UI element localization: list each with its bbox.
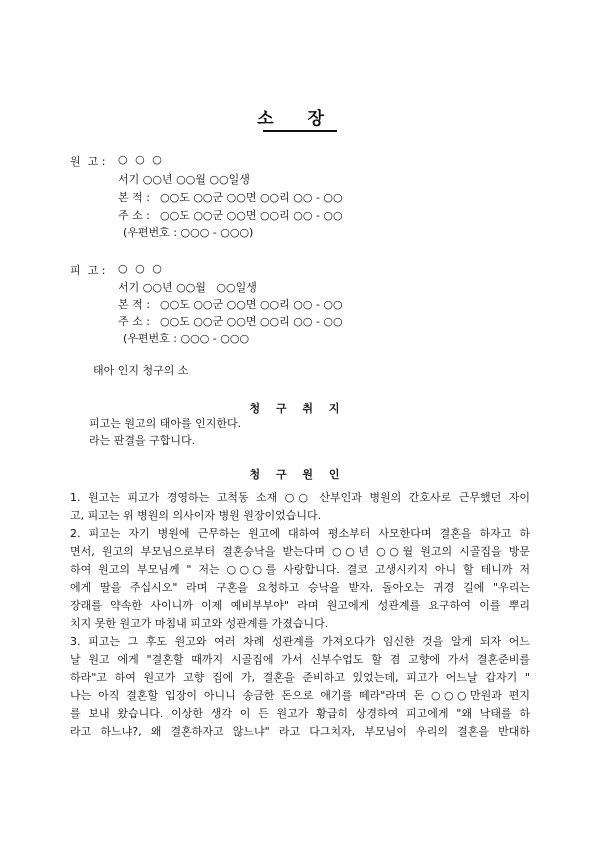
claim-purpose-line-2: 라는 판결을 구합니다. [89,434,196,447]
claim-cause-line: 면서, 원고의 부모님으로부터 결혼승낙을 받는다며 ○○년 ○○월 원고의 시골집을 방문 [70,545,530,558]
plaintiff-address-label: 주 소 : [118,209,150,222]
claim-purpose-line-1: 피고는 원고의 태아를 인지한다. [89,417,242,430]
plaintiff-domicile: ○○도 ○○군 ○○면 ○○리 ○○ - ○○ [160,191,343,204]
case-name: 태아 인지 청구의 소 [93,364,189,377]
claim-cause-line: 에게 딸을 주십시오" 라며 구혼을 요청하고 승낙을 받자, 돌아오는 귀경 길에 "우리는 [70,581,530,594]
defendant-postal: (우편번호 : ○○○ - ○○○ [123,332,250,345]
plaintiff-birth: 서기 ○○년 ○○월 ○○일생 [118,173,250,186]
claim-cause-line: 1. 원고는 피고가 경영하는 고척동 소재 ○○ 산부인과 병원의 간호사로 근무했던 자이 [70,491,530,504]
claim-cause-line: 를 보내 왔습니다. 이상한 생각 이 든 원고가 황급히 상경하여 피고에게 "왜 낙태를 하 [70,707,530,720]
plaintiff-address: ○○도 ○○군 ○○면 ○○리 ○○ - ○○ [160,209,343,222]
claim-cause-line: 라고 하느냐?, 왜 결혼하자고 않느냐" 라고 다그치자, 부모님이 우리의 결혼을 반대하 [70,725,530,738]
claim-cause-line: 날 원고 에게 "결혼할 때까지 시골집에 가서 신부수업도 할 겸 고향에 가서 결혼준비를 [70,653,530,666]
claim-cause-heading: 청 구 원 인 [249,468,346,481]
claim-cause-line: 나는 아직 결혼할 입장이 아니니 송금한 돈으로 애기를 떼라"라며 돈 ○○○만원과 편지 [70,689,530,702]
title-underline [263,130,337,132]
claim-cause-line: 고, 피고는 위 병원의 의사이자 병원 원장이었습니다. [70,509,322,522]
defendant-birth: 서기 ○○년 ○○월 ○○일생 [118,281,257,294]
plaintiff-name: ○ ○ ○ [118,153,164,166]
claim-cause-line: 장래를 약속한 사이니까 이제 예비부부야" 라며 원고에게 성관계를 요구하여 이를 뿌리 [70,599,530,612]
plaintiff-domicile-label: 본 적 : [118,191,150,204]
plaintiff-postal: (우편번호 : ○○○ - ○○○) [123,226,254,239]
claim-cause-line: 하여 원고의 부모님께 " 저는 ○○○를 사랑합니다. 결코 고생시키지 아니 할 테니까 저 [70,563,530,576]
claim-purpose-heading: 청 구 취 지 [249,402,346,415]
defendant-name: ○ ○ ○ [118,262,164,275]
claim-cause-body [70,489,530,741]
claim-cause-line: 2. 피고는 자기 병원에 근무하는 원고에 대하여 평소부터 사모한다며 결혼을 하자고 하 [70,527,530,540]
plaintiff-label: 원 고 : [70,155,106,168]
defendant-label: 피 고 : [70,264,106,277]
defendant-address: ○○도 ○○군 ○○면 ○○리 ○○ - ○○ [160,315,343,328]
document-title: 소 장 [257,109,338,129]
claim-cause-line: 치지 못한 원고가 마침내 피고와 성관계를 가졌습니다. [70,617,329,630]
defendant-domicile: ○○도 ○○군 ○○면 ○○리 ○○ - ○○ [160,298,343,311]
claim-cause-line: 3. 피고는 그 후도 원고와 여러 차례 성관계를 가져오다가 임신한 것을 알게 되자 어느 [70,635,530,648]
defendant-address-label: 주 소 : [118,315,150,328]
defendant-domicile-label: 본 적 : [118,298,150,311]
claim-cause-line: 하라"고 하여 원고가 고향 집에 가, 결혼을 준비하고 있었는데, 피고가 어느날 갑자기 " [70,671,530,684]
